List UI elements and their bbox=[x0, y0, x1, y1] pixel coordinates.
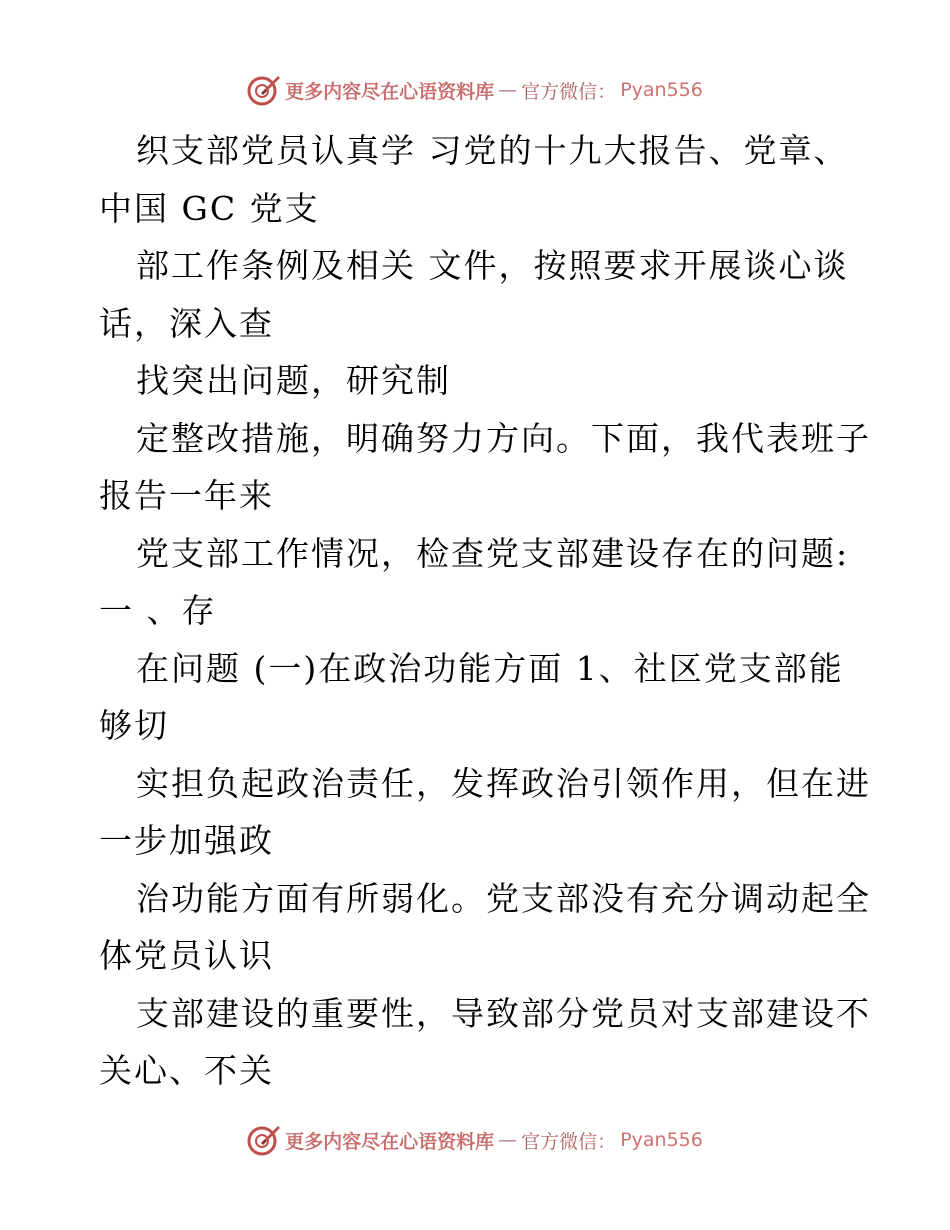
body-line: 体党员认识 bbox=[99, 936, 274, 975]
body-line: 定整改措施，明确努力方向。下面，我代表班子 bbox=[136, 418, 871, 458]
document-body bbox=[99, 122, 871, 1100]
header-wechat-label: 官方微信： bbox=[521, 80, 617, 103]
body-line: 中国 GC 党支 bbox=[99, 188, 320, 228]
header-wechat-id: Pyan556 bbox=[620, 79, 703, 101]
body-line: 在问题 (一)在政治功能方面 1、社区党支部能 bbox=[136, 648, 844, 688]
body-line: 报告一年来 bbox=[99, 476, 274, 515]
header-banner-separator: — bbox=[498, 79, 518, 101]
body-line: 部工作条例及相关 文件，按照要求开展谈心谈 bbox=[136, 246, 849, 285]
pen-logo-icon bbox=[247, 73, 281, 107]
body-line: 织支部党员认真学 习党的十九大报告、党章、 bbox=[136, 131, 849, 170]
header-banner-main: 更多内容尽在心语资料库 bbox=[285, 80, 495, 103]
footer-wechat-label: 官方微信： bbox=[521, 1130, 617, 1153]
body-line: 话，深入查 bbox=[99, 303, 274, 343]
body-line: 一步加强政 bbox=[99, 821, 274, 860]
footer-wechat-id: Pyan556 bbox=[620, 1129, 703, 1151]
body-line: 够切 bbox=[99, 706, 169, 745]
body-line: 实担负起政治责任，发挥政治引领作用，但在进 bbox=[136, 763, 871, 803]
footer-banner-main: 更多内容尽在心语资料库 bbox=[285, 1130, 495, 1153]
footer-banner bbox=[0, 1120, 950, 1160]
body-line: 一 、存 bbox=[99, 591, 217, 630]
body-line: 党支部工作情况，检查党支部建设存在的问题: bbox=[136, 533, 850, 573]
body-line: 找突出问题，研究制 bbox=[136, 361, 451, 400]
body-line: 治功能方面有所弱化。党支部没有充分调动起全 bbox=[136, 878, 871, 918]
body-line: 关心、不关 bbox=[99, 1051, 274, 1090]
header-banner bbox=[0, 70, 950, 110]
footer-banner-separator: — bbox=[498, 1129, 518, 1151]
body-line: 支部建设的重要性，导致部分党员对支部建设不 bbox=[136, 993, 871, 1033]
pen-logo-icon bbox=[247, 1123, 281, 1157]
